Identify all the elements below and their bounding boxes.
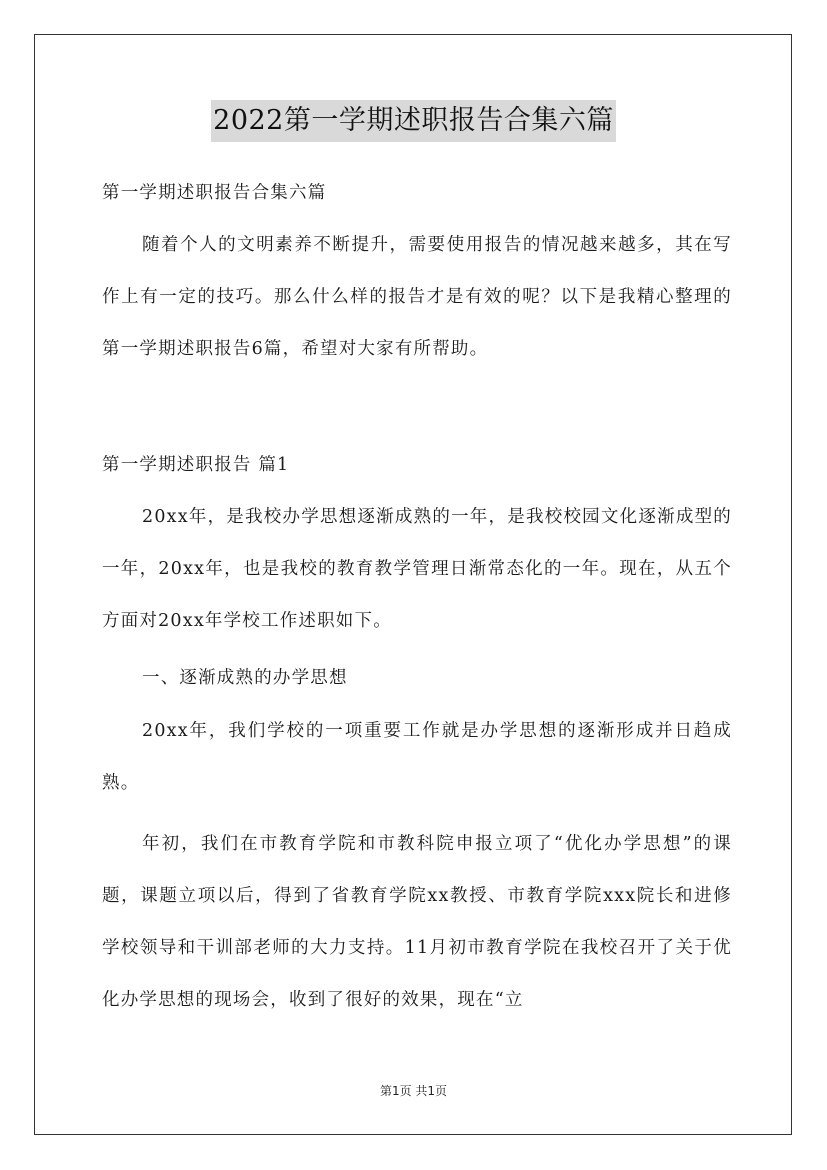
body-paragraph-2: 一、逐渐成熟的办学思想 <box>142 668 348 688</box>
page-number: 第1页 共1页 <box>379 1084 448 1098</box>
document-subtitle: 第一学期述职报告合集六篇 <box>102 183 327 203</box>
title-container <box>0 100 827 142</box>
intro-paragraph: 随着个人的文明素养不断提升，需要使用报告的情况越来越多，其在写作上有一定的技巧。那么什么样的报告才是有效的呢？以下是我精心整理的第一学期述职报告6篇，希望对大家有所帮助。 <box>102 235 732 359</box>
section-heading: 第一学期述职报告 篇1 <box>102 455 290 475</box>
body-paragraph-1: 20xx年，是我校办学思想逐渐成熟的一年，是我校校园文化逐渐成型的一年，20xx年，也是我校的教育教学管理日渐常态化的一年。现在，从五个方面对20xx年学校工作述职如下。 <box>102 507 732 631</box>
document-title: 2022第一学期述职报告合集六篇 <box>211 100 616 142</box>
body-paragraph-3: 20xx年，我们学校的一项重要工作就是办学思想的逐渐形成并日趋成熟。 <box>102 721 732 793</box>
body-paragraph-4: 年初，我们在市教育学院和市教科院申报立项了“优化办学思想”的课题，课题立项以后，得到了省教育学院xx教授、市教育学院xxx院长和进修学校领导和干训部老师的大力支持。11月初市教育学院在我校召开了关于优化办学思想的现场会，收到了很好的效果，现在“立 <box>102 834 732 1010</box>
